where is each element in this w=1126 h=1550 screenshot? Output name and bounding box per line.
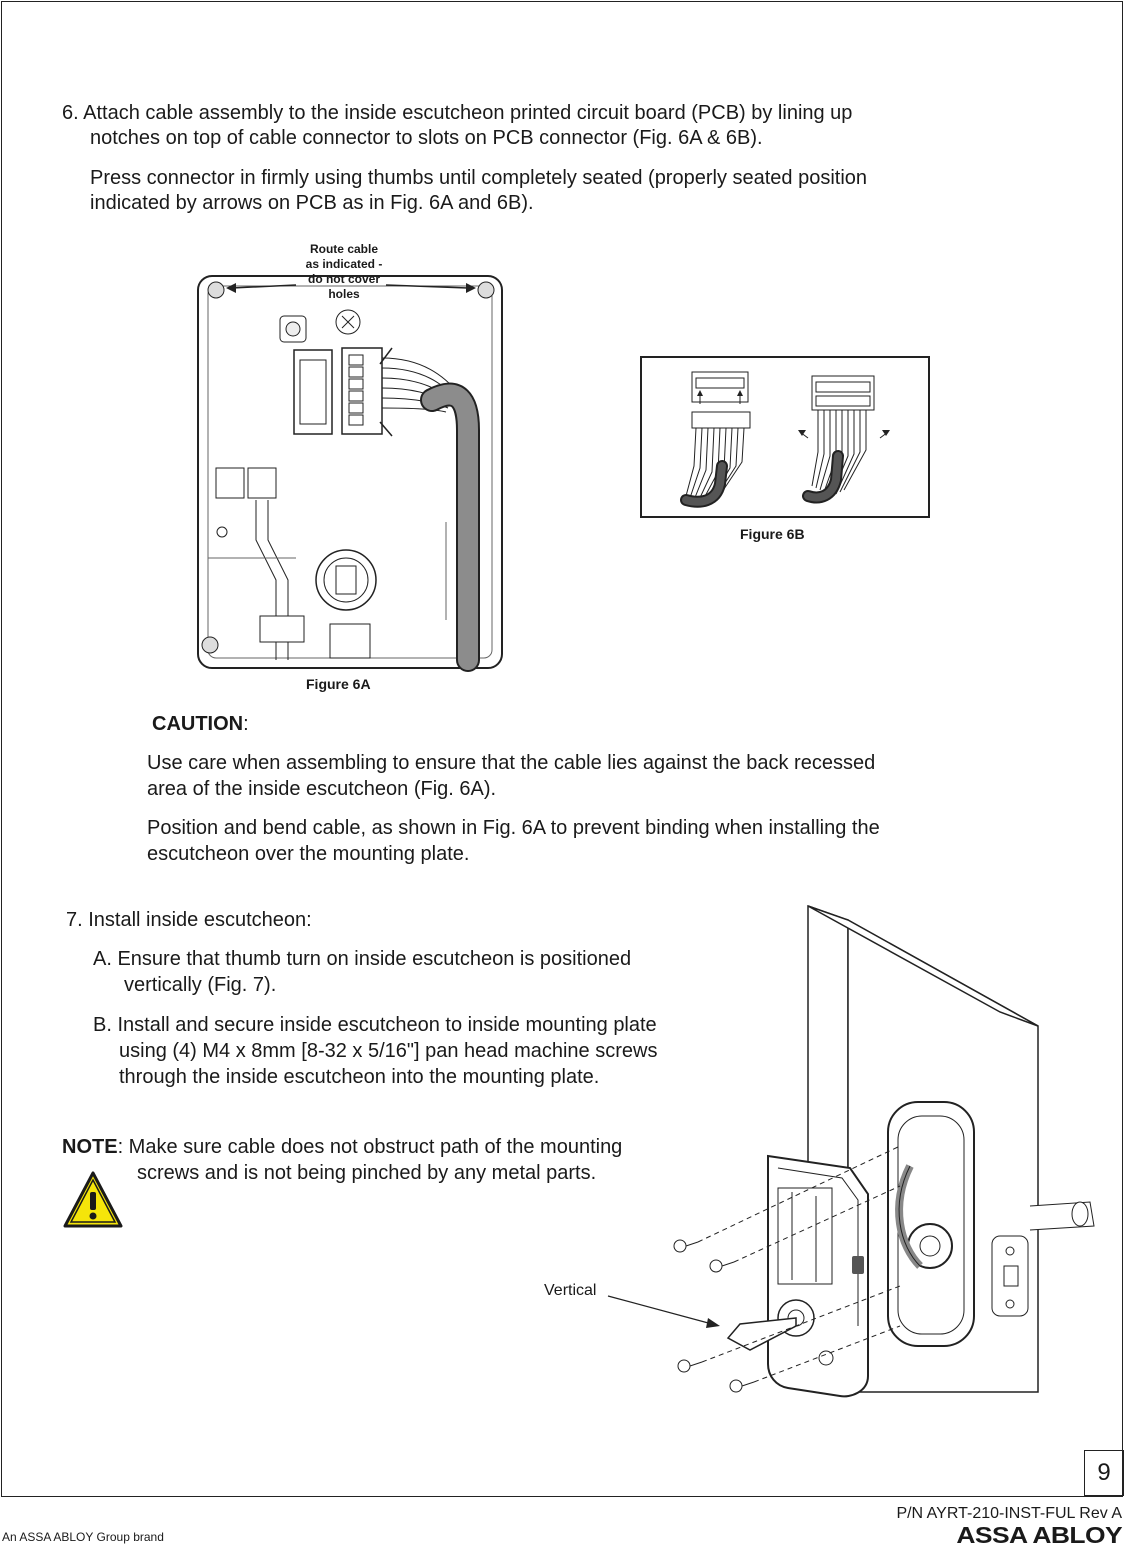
step6-line3: Press connector in firmly using thumbs until completely seated (properly seated position: [90, 167, 868, 189]
step7-b-line1: B. Install and secure inside escutcheon to inside mounting plate: [93, 1014, 657, 1036]
group-brand-text: An ASSA ABLOY Group brand: [2, 1530, 164, 1544]
note-line1: [62, 1135, 622, 1160]
step7-b-line3: through the inside escutcheon into the mounting plate.: [119, 1066, 600, 1088]
figure-6a-caption: Figure 6A: [306, 676, 371, 692]
caution-heading: [152, 712, 249, 737]
caution-colon: :: [243, 713, 249, 735]
fig6a-callout-line2: as indicated -: [305, 257, 383, 271]
note-text-line1: : Make sure cable does not obstruct path of the mounting: [117, 1136, 623, 1158]
fig6a-callout-line4: holes: [328, 287, 360, 301]
caution-label: CAUTION: [152, 713, 244, 735]
caution-line1: Use care when assembling to ensure that the cable lies against the back recessed: [147, 752, 876, 774]
figure-6a-illustration: [196, 240, 506, 670]
note-line2: screws and is not being pinched by any metal parts.: [137, 1162, 597, 1184]
figure-7-illustration: [600, 906, 1100, 1406]
caution-line3: Position and bend cable, as shown in Fig. 6A to prevent binding when installing the: [147, 817, 880, 839]
caution-line2: area of the inside escutcheon (Fig. 6A).: [147, 778, 497, 800]
caution-line4: escutcheon over the mounting plate.: [147, 843, 470, 865]
part-number: P/N AYRT-210-INST-FUL Rev A: [896, 1505, 1122, 1522]
step7-a-line2: vertically (Fig. 7).: [124, 974, 277, 996]
page-number: 9: [1084, 1450, 1124, 1496]
fig6a-callout-line3: do not cover: [307, 272, 380, 286]
figure-6b-illustration: [640, 356, 932, 520]
step7-a-line1: A. Ensure that thumb turn on inside escutcheon is positioned: [93, 948, 632, 970]
figure-6b-caption: Figure 6B: [740, 526, 805, 542]
note-label: NOTE: [62, 1136, 118, 1158]
step7-b-line2: using (4) M4 x 8mm [8-32 x 5/16"] pan head machine screws: [119, 1040, 658, 1062]
step6-line2: notches on top of cable connector to slots on PCB connector (Fig. 6A & 6B).: [90, 127, 763, 149]
step6-line4: indicated by arrows on PCB as in Fig. 6A and 6B).: [90, 192, 534, 214]
assa-abloy-logo: ASSA ABLOY: [956, 1522, 1122, 1548]
fig6a-callout-line1: Route cable: [309, 242, 378, 256]
step6-line1: 6. Attach cable assembly to the inside escutcheon printed circuit board (PCB) by lining up: [62, 102, 853, 124]
warning-icon: [62, 1170, 124, 1230]
step7-title: 7. Install inside escutcheon:: [66, 909, 312, 931]
vertical-callout: Vertical: [544, 1282, 597, 1299]
